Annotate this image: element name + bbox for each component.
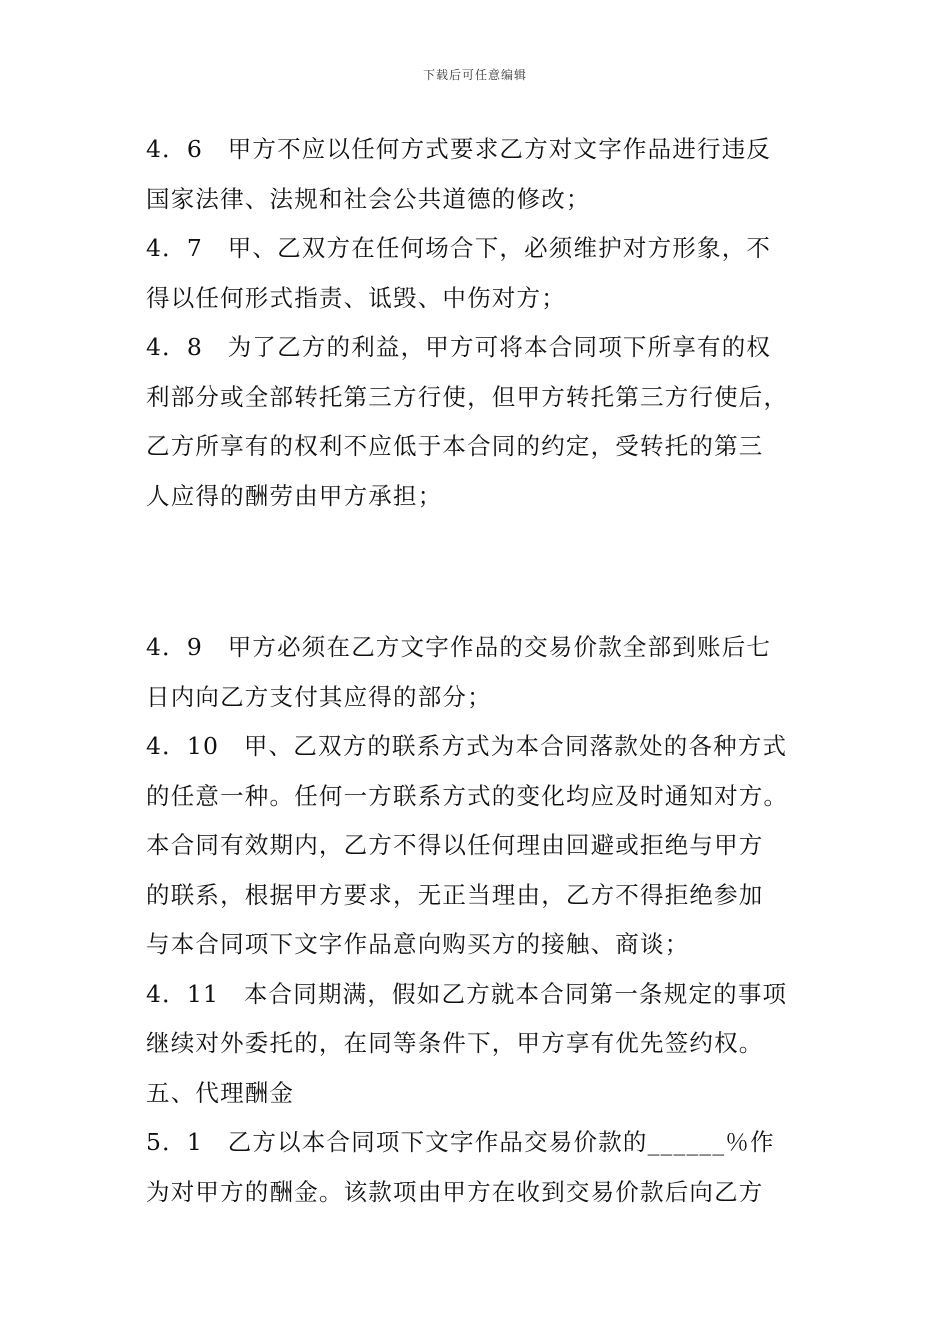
contract-text-block-1 bbox=[146, 125, 806, 521]
text-line: 4．9 甲方必须在乙方文字作品的交易价款全部到账后七 bbox=[146, 633, 772, 661]
text-line: 日内向乙方支付其应得的部分； bbox=[146, 682, 492, 711]
contract-text-block-2 bbox=[146, 623, 806, 1217]
text-line: 人应得的酬劳由甲方承担； bbox=[146, 481, 443, 510]
page-header-note: 下载后可任意编辑 bbox=[422, 68, 527, 82]
text-line: 4．6 甲方不应以任何方式要求乙方对文字作品进行违反 bbox=[146, 135, 772, 163]
text-line: 4．11 本合同期满，假如乙方就本合同第一条规定的事项 bbox=[146, 979, 788, 1008]
text-line: 4．7 甲、乙双方在任何场合下，必须维护对方形象，不 bbox=[146, 234, 772, 262]
text-line: 本合同有效期内，乙方不得以任何理由回避或拒绝与甲方 bbox=[146, 831, 764, 859]
text-line: 与本合同项下文字作品意向购买方的接触、商谈； bbox=[146, 930, 690, 958]
text-line: 5．1 乙方以本合同项下文字作品交易价款的______％作 bbox=[146, 1128, 775, 1156]
section-heading: 五、代理酬金 bbox=[146, 1078, 295, 1107]
text-line: 的任意一种。任何一方联系方式的变化均应及时通知对方。 bbox=[146, 781, 789, 810]
text-line: 4．8 为了乙方的利益，甲方可将本合同项下所享有的权 bbox=[146, 333, 772, 361]
text-line: 的联系，根据甲方要求，无正当理由，乙方不得拒绝参加 bbox=[146, 880, 764, 909]
text-line: 利部分或全部转托第三方行使，但甲方转托第三方行使后， bbox=[146, 382, 789, 411]
text-line: 继续对外委托的，在同等条件下，甲方享有优先签约权。 bbox=[146, 1029, 764, 1057]
text-line: 得以任何形式指责、诋毁、中伤对方； bbox=[146, 283, 566, 312]
text-line: 4．10 甲、乙双方的联系方式为本合同落款处的各种方式 bbox=[146, 732, 788, 760]
text-line: 乙方所享有的权利不应低于本合同的约定，受转托的第三 bbox=[146, 432, 764, 460]
text-line: 国家法律、法规和社会公共道德的修改； bbox=[146, 184, 591, 213]
text-line: 为对甲方的酬金。该款项由甲方在收到交易价款后向乙方 bbox=[146, 1177, 764, 1206]
